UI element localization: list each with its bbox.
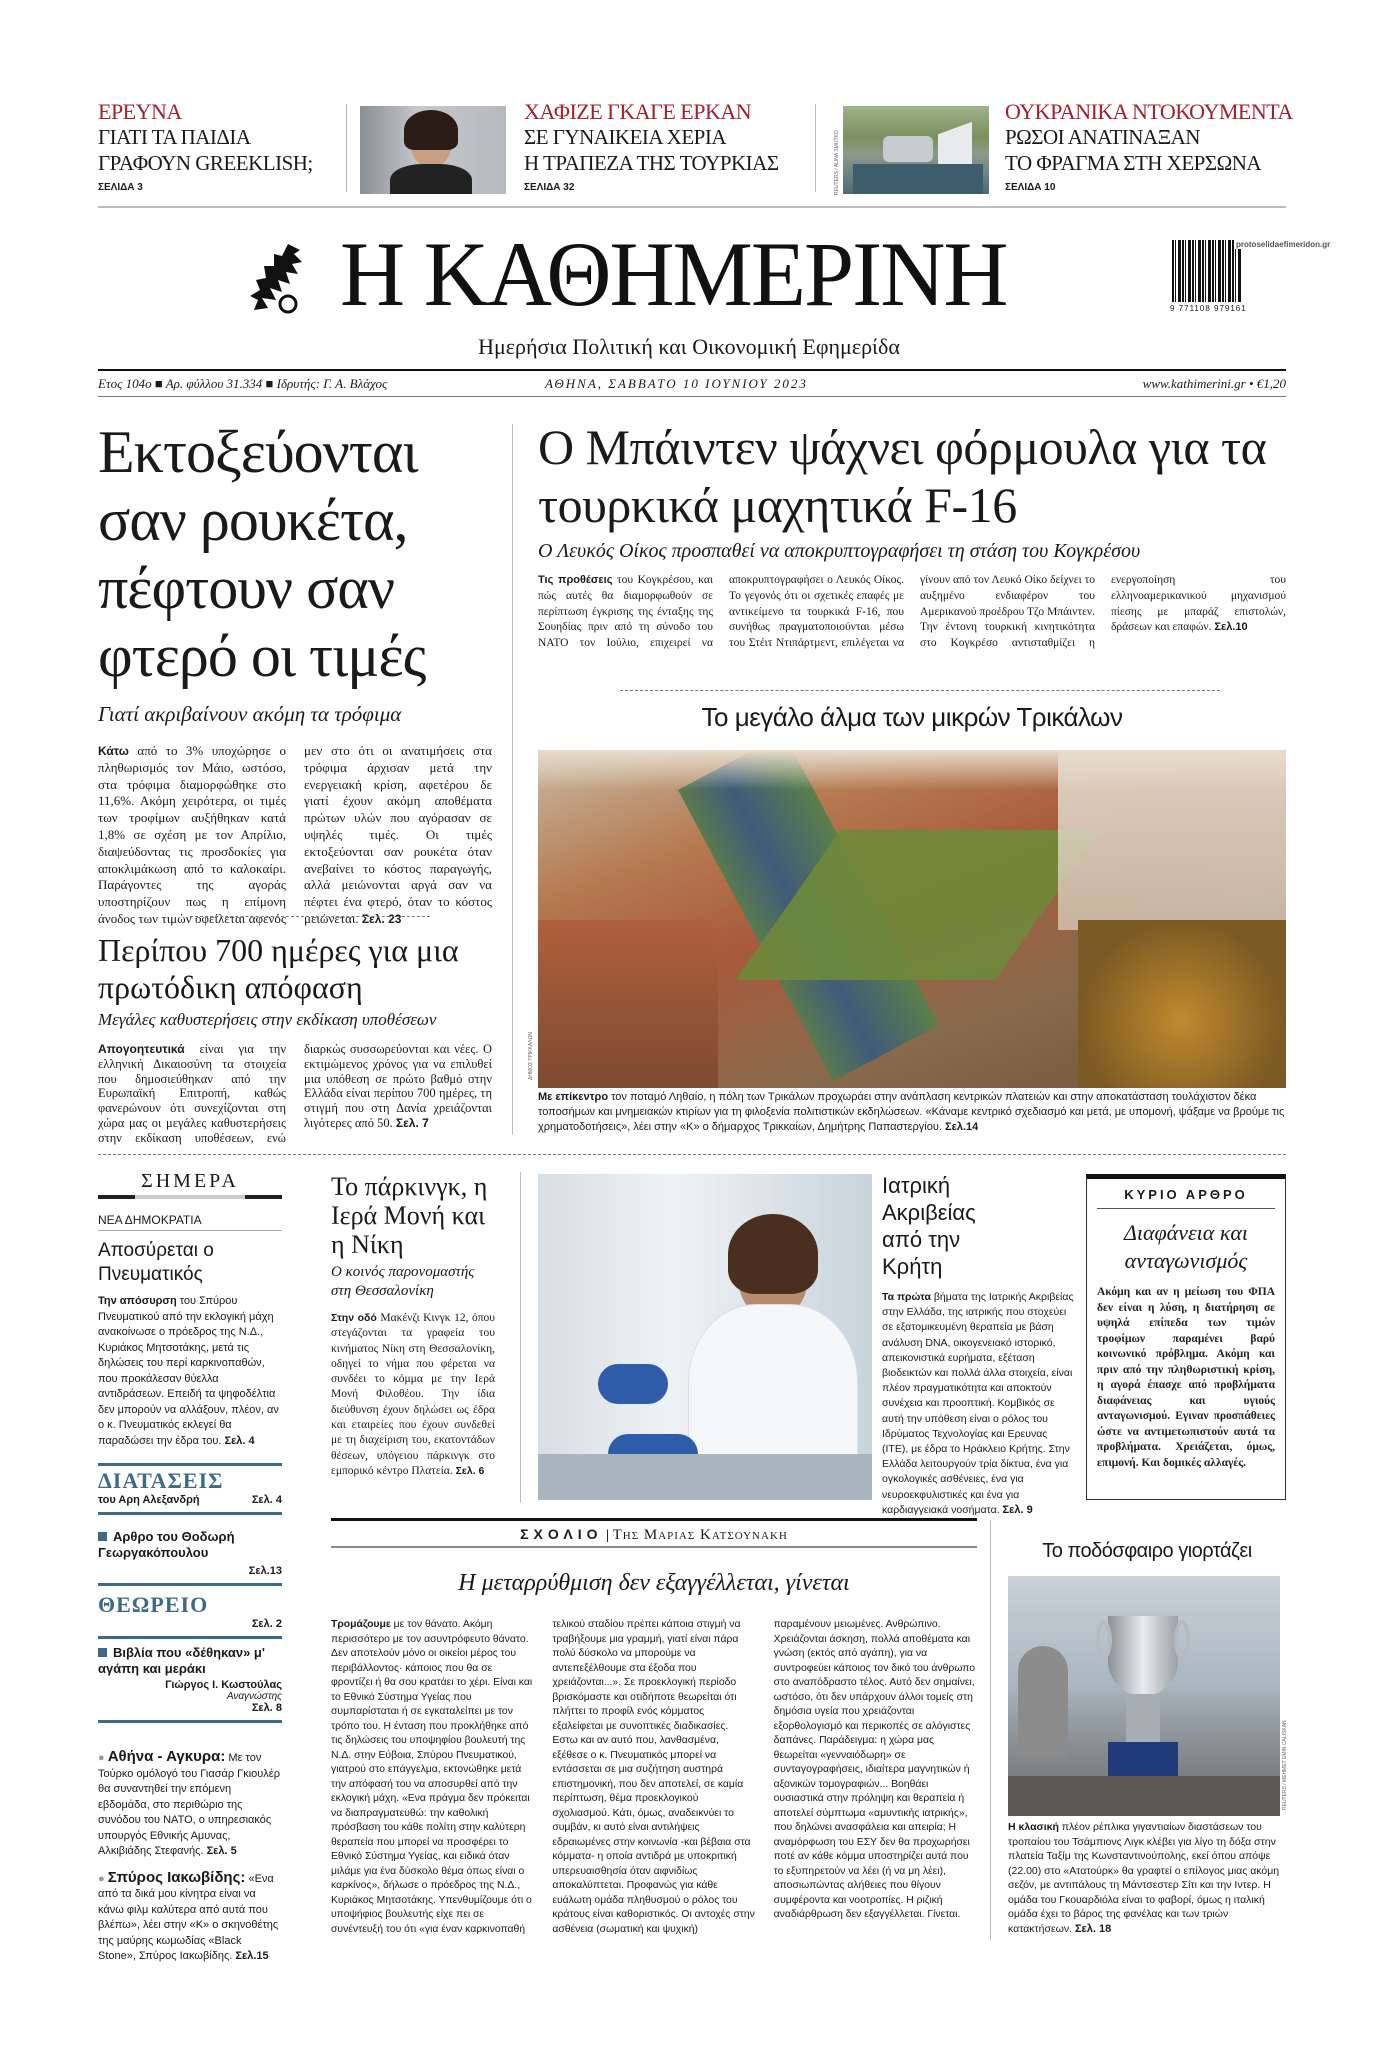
comment-label: ΣΧΟΛΙΟ	[520, 1526, 603, 1542]
photo-credit: REUTERS / ALINA SMUTKO	[834, 130, 840, 195]
comment-headline: Η μεταρρύθμιση δεν εξαγγέλλεται, γίνεται	[458, 1570, 850, 1596]
biden-article[interactable]	[538, 418, 1286, 652]
photo-credit: ΔΗΜΟΣ ΤΡΙΚΚΑΛΩΝ	[528, 1032, 534, 1080]
teaser-research[interactable]	[98, 100, 328, 193]
justice-body	[98, 1042, 492, 1146]
dam-flood-photo[interactable]	[843, 106, 989, 194]
masthead-title: Η ΚΑΘΗΜΕΡΙΝΗ	[340, 223, 1007, 325]
books-item[interactable]	[98, 1639, 282, 1723]
divider	[815, 104, 816, 192]
biden-headline: Ο Μπάιντεν ψάχνει φόρμουλα για τα τουρκικά μαχητικά F-16	[538, 419, 1267, 533]
section-label: ΝΕΑ ΔΗΜΟΚΡΑΤΙΑ	[98, 1213, 282, 1231]
trikala-headline: Το μεγάλο άλμα των μικρών Τρικάλων	[701, 702, 1123, 732]
author-role: Αναγνώστης	[226, 1691, 282, 1702]
teaser-kicker: ΟΥΚΡΑΝΙΚΑ ΝΤΟΚΟΥΜΕΝΤΑ	[1005, 99, 1293, 124]
page-ref[interactable]: Σελ. 9	[1002, 1503, 1033, 1516]
divider	[190, 916, 430, 917]
teaser-kherson-dam[interactable]	[1005, 100, 1295, 193]
column-title: ΔΙΑΤΑΣΕΙΣ	[98, 1468, 224, 1493]
today-body	[98, 1294, 282, 1449]
lead-in: Την απόσυρση	[98, 1295, 177, 1307]
teaser-page: ΣΕΛΙΔΑ 3	[98, 182, 143, 193]
justice-headline: Περίπου 700 ημέρες για μια πρωτόδικη απόφαση	[98, 932, 459, 1005]
brief-item[interactable]: ● Αθήνα - Αγκυρα: Με τον Τούρκο ομόλογό του Γιασάρ Γκιουλέρ θα συναντηθεί την επόμενη εβδομάδα, στο περιθώριο της συνόδου του ΝΑΤΟ, ο υπηρεσιακός υπουργός Εθνικής Αμυνας, Αλκιβιάδης Στεφανής. Σελ. 5	[98, 1748, 280, 1857]
divider	[98, 206, 1286, 208]
medicine-headline: Ιατρική Ακριβείας από την Κρήτη	[882, 1173, 976, 1279]
football-headline: Το ποδόσφαιρο γιορτάζει	[1042, 1540, 1252, 1562]
today-title: ΣΗΜΕΡΑ	[141, 1170, 239, 1192]
lead-body	[98, 743, 492, 928]
website-price: www.kathimerini.gr • €1,20	[1142, 376, 1286, 391]
divider	[98, 1154, 1286, 1155]
caption-text: πλέον ρέπλικα γιγαντιαίων διαστάσεων του τροπαίου του Τσάμπιονς Λιγκ κλέβει για λίγο τη δόξα στην πλατεία Ταξίμ της Κωνσταντινούπολης, εκεί όπου απόψε (22.00) στο «Ατατούρκ» θα γραφτεί ο επίλογος μιας ακόμη σεζόν, με αντιπάλους τη Μάντσεστερ Σίτι και την Ιντερ. Η ομάδα του Γκουαρδιόλα είναι το φαβορί, όμως η ιταλική ομάδα έχει το βάρος της φανέλας και των τριών κατακτήσεων.	[1008, 1821, 1280, 1935]
lead-in: Τα πρώτα	[882, 1291, 931, 1303]
column-title: ΘΕΩΡΕΙΟ	[98, 1592, 209, 1617]
brief-text: «Ενα από τα δικά μου κίνητρα είναι να κάνω φιλμ καλύτερα από αυτά που βλέπω», λέει στην «Κ» ο σκηνοθέτης της μαύρης κωμωδίας «Black Stone», Σπύρος Ιακωβίδης.	[98, 1872, 279, 1962]
trikala-caption	[538, 1090, 1286, 1135]
page-ref: Σελ.15	[235, 1950, 269, 1962]
teaser-line: ΓΙΑΤΙ ΤΑ ΠΑΙΔΙΑ	[98, 125, 251, 149]
diataseis-item[interactable]	[98, 1466, 282, 1515]
page-ref: Σελ.13	[248, 1565, 282, 1577]
divider	[346, 104, 347, 192]
column-author: του Αρη Αλεξανδρή	[98, 1494, 200, 1506]
barcode-site: protoselidaefimeridon.gr	[1236, 240, 1331, 249]
biden-body	[538, 573, 1286, 652]
issue-date: ΑΘΗΝΑ, ΣΑΒΒΑΤΟ 10 ΙΟΥΝΙΟΥ 2023	[545, 376, 808, 391]
medicine-article[interactable]	[882, 1172, 1076, 1518]
teaser-kicker: ΕΡΕΥΝΑ	[98, 99, 182, 124]
today-sidebar	[98, 1170, 282, 1965]
divider	[331, 1546, 977, 1548]
article-title: Αρθρο του Θοδωρή Γεωργακόπουλου	[98, 1529, 235, 1560]
lead-article[interactable]	[98, 418, 492, 928]
page-ref: Σελ. 4	[251, 1494, 282, 1506]
body-text: του Κογκρέσου, και πώς αυτές θα διαμορφωθούν σε περίπτωση έγκρισης της ένταξης της Σουηδίας πριν από τη σύνοδο του ΝΑΤΟ τον Ιούλιο, επιχειρεί να αποκρυπτογραφήσει ο Λευκός Οίκος. Το γεγονός ότι οι σχετικές επαφές με αντικείμενο τα τουρκικά F-16, που συνήθως πραγματοποιούνται μέσω του Στέιτ Ντιπάρτμεντ, επιλέγεται να γίνουν από τον Λευκό Οίκο δείχνει το αυξημένο ενδιαφέρον του Αμερικανού προέδρου Τζο Μπάιντεν. Την έντονη τουρκική κινητικότητα στο Κογκρέσο αντισταθμίζει η ενεργοποίηση του ελληνοαμερικανικού μηχανισμού πίεσης με μπαράζ επιστολών, δράσεων και επαφών.	[538, 574, 1286, 650]
editorial-box[interactable]	[1086, 1174, 1286, 1500]
brief-item[interactable]: ● Σπύρος Ιακωβίδης: «Ενα από τα δικά μου κίνητρα είναι να κάνω φιλμ καλύτερα από αυτά που βλέπω», λέει στην «Κ» ο σκηνοθέτης της μαύρης κωμωδίας «Black Stone», Σπύρος Ιακωβίδης. Σελ.15	[98, 1868, 279, 1962]
justice-subhead: Μεγάλες καθυστερήσεις στην εκδίκαση υποθέσεων	[98, 1010, 437, 1029]
lead-in: Τρομάζουμε	[331, 1619, 391, 1630]
body-text: Μακένζι Κινγκ 12, όπου στεγάζονται τα γραφεία του κινήματος Νίκη στη Θεσσαλονίκη, οδηγεί το νήμα που φέρεται να συνδέει το κόμμα με την Ιερά Μονή Φιλοθέου. Την ίδια διεύθυνση έχουν δηλώσει ως έδρα και εταιρείες που έχουν συνδεθεί με τη διαχείριση του, εκατοντάδων θέσεων, υπόγειου πάρκινγκ στο εμπορικό κέντρο Πλατεία.	[331, 1312, 495, 1477]
parking-headline: Το πάρκινγκ, η Ιερά Μονή και η Νίκη	[331, 1172, 488, 1259]
champions-trophy-photo[interactable]	[1008, 1576, 1280, 1816]
comment-label-row: ΣΧΟΛΙΟ | Της Μαριας Κατσουνακη	[520, 1526, 788, 1543]
lead-subhead: Γιατί ακριβαίνουν ακόμη τα τρόφιμα	[98, 702, 402, 726]
page-ref[interactable]: Σελ. 23	[361, 911, 402, 926]
article-author: Γιώργος Ι. Κωστούλας	[165, 1679, 282, 1691]
teaser-line: Η ΤΡΑΠΕΖΑ ΤΗΣ ΤΟΥΡΚΙΑΣ	[524, 151, 779, 175]
teaser-page: ΣΕΛΙΔΑ 10	[1005, 182, 1056, 193]
comment-author: Της Μαριας Κατσουνακη	[612, 1527, 788, 1543]
article-title: Βιβλία που «δέθηκαν» μ' αγάπη και μεράκι	[98, 1645, 265, 1676]
editorial-body: Ακόμη και αν η μείωση του ΦΠΑ δεν είναι η λύση, η διατήρηση σε υψηλά επίπεδα των τιμών τροφίμων παραμένει βαρύ κοινωνικό πρόβλημα. Ακόμη και πριν από την πληθωριστική κρίση, η αγορά έπασχε από προβλήματα διαφάνειας και υγιούς ανταγωνισμού. Εγιναν προσπάθειες ώστε να αντιμετωπιστούν αυτά τα προβλήματα. Χρειάζεται, όμως, επιμονή. Και δομικές αλλαγές.	[1097, 1286, 1275, 1469]
teaser-turkey-bank[interactable]	[524, 100, 814, 193]
article-item[interactable]	[98, 1515, 282, 1586]
trikala-aerial-photo[interactable]	[538, 750, 1286, 1088]
parking-article[interactable]	[331, 1172, 495, 1479]
page-ref: Σελ. 2	[251, 1618, 282, 1630]
lead-in: Με επίκεντρο	[538, 1091, 609, 1103]
page-ref: Σελ. 8	[251, 1702, 282, 1714]
biden-subhead: Ο Λευκός Οίκος προσπαθεί να αποκρυπτογραφήσει τη στάση του Κογκρέσου	[538, 540, 1141, 562]
body-text: βήματα της Ιατρικής Ακριβείας στην Ελλάδα, της ιατρικής που στοχεύει σε εξατομικευμένη θεραπεία με βάση ανάλυση DNA, οικογενειακό ιστορικό, απεικονιστικά ευρήματα, εξέταση βιοδεικτών και πολλά άλλα στοιχεία, είναι πλέον πραγματικότητα και αποκτούν συνέχεια και προοπτική. Κομβικός σε αυτή την υπόθεση είναι ο ρόλος του Ιδρύματος Τεχνολογίας και Ερευνας (ΙΤΕ), με έδρα το Ηράκλειο Κρήτης. Στην Ελλάδα λειτουργούν τρία δίκτυα, ένα για ογκολογικές ασθένειες, ένα για νευροεκφυλιστικές και ένα για καρδιαγγειακά νοσήματα.	[882, 1291, 1074, 1516]
page-ref[interactable]: Σελ. 18	[1074, 1922, 1112, 1935]
football-caption	[1008, 1820, 1286, 1936]
parking-subhead: Ο κοινός παρονομαστής στη Θεσσαλονίκη	[331, 1264, 475, 1299]
photo-credit: REUTERS / MEHMET EMIN CALISKAN	[1282, 1720, 1288, 1810]
brief-lead: Σπύρος Ιακωβίδης:	[107, 1868, 246, 1886]
lead-in: Απογοητευτικά	[98, 1042, 185, 1056]
lead-in: Η κλασική	[1008, 1821, 1059, 1833]
divider	[512, 424, 513, 1134]
parking-body	[331, 1311, 495, 1479]
barcode	[1172, 240, 1242, 302]
lead-headline: Εκτοξεύονται σαν ρουκέτα, πέφτουν σαν φτερό οι τιμές	[98, 419, 426, 689]
divider	[98, 369, 1286, 371]
portrait-photo[interactable]	[360, 106, 506, 194]
issue-info: Ετος 104ο ■ Αρ. φύλλου 31.334 ■ Ιδρυτής: Γ. Α. Βλάχος	[98, 376, 388, 391]
body-text: του Σπύρου Πνευματικού από την εκλογική μάχη ανακοίνωσε ο πρόεδρος της Ν.Δ., Κυριάκος Μητσοτάκης, μετά τις δηλώσεις του περί καρκινοπαθών, που προκάλεσαν θύελλα αντιδράσεων. Επειδή τα ψηφοδέλτια δεν μπορούν να αλλάξουν, πλέον, αν ο κ. Πνευματικός εκλεγεί θα παραδώσει την έδρα του.	[98, 1295, 279, 1447]
comment-body	[331, 1618, 977, 1938]
barcode-number: 9 771108 979161	[1170, 304, 1247, 313]
page-ref[interactable]: Σελ.14	[945, 1121, 979, 1133]
teaser-line: ΤΟ ΦΡΑΓΜΑ ΣΤΗ ΧΕΡΣΩΝΑ	[1005, 151, 1262, 175]
editorial-headline: Διαφάνεια και ανταγωνισμός	[1123, 1220, 1249, 1273]
lead-in: Τις προθέσεις	[538, 574, 613, 586]
divider	[520, 1172, 521, 1502]
lab-researcher-photo[interactable]	[538, 1174, 872, 1500]
divider	[331, 1518, 977, 1521]
justice-article[interactable]	[98, 932, 492, 1146]
teaser-line: ΓΡΑΦΟΥΝ GREEKLISH;	[98, 151, 313, 175]
page-ref[interactable]: Σελ. 6	[455, 1464, 485, 1477]
masthead-subtitle: Ημερήσια Πολιτική και Οικονομική Εφημερίδα	[478, 334, 900, 359]
teaser-kicker: ΧΑΦΙΖΕ ΓΚΑΓΕ ΕΡΚΑΝ	[524, 99, 752, 124]
caption-text: τον ποταμό Ληθαίο, η πόλη των Τρικάλων προχωράει στην ανάπλαση κεντρικών πλατειών και στην αποκατάσταση τουλάχιστον δέκα τοποσήμων και μνημειακών κτιρίων για τη φιλοξενία πολιτιστικών εκδηλώσεων. «Κάναμε κεντρικό σχεδιασμό και μετά, με υπομονή, ψάξαμε να βρούμε τις χρηματοδοτήσεις», λέει στην «Κ» ο δήμαρχος Τρικκαίων, Δημήτρης Παπαστεργίου.	[538, 1091, 1285, 1133]
lead-in: Κάτω	[98, 744, 129, 758]
divider	[990, 1520, 991, 1940]
teaser-line: ΣΕ ΓΥΝΑΙΚΕΙΑ ΧΕΡΙΑ	[524, 125, 727, 149]
brief-text: Με τον Τούρκο ομόλογό του Γιασάρ Γκιουλέρ θα συναντηθεί την επόμενη εβδομάδα, στο περιθώριο της συνόδου του ΝΑΤΟ, ο υπηρεσιακός υπουργός Εθνικής Αμυνας, Αλκιβιάδης Στεφανής.	[98, 1752, 280, 1857]
teaser-line: ΡΩΣΟΙ ΑΝΑΤΙΝΑΞΑΝ	[1005, 125, 1200, 149]
lead-in: Στην οδό	[331, 1312, 377, 1324]
teaser-page: ΣΕΛΙΔΑ 32	[524, 182, 575, 193]
page-ref: Σελ. 5	[206, 1845, 237, 1857]
divider	[98, 396, 1286, 397]
medicine-body	[882, 1290, 1076, 1518]
divider	[620, 690, 1220, 691]
theoreio-item[interactable]	[98, 1586, 282, 1639]
editorial-label: ΚΥΡΙΟ ΑΡΘΡΟ	[1097, 1187, 1275, 1209]
body-text: είναι για την ελληνική Δικαιοσύνη τα στοιχεία που δημοσιεύθηκαν από την Ευρωπαϊκή Επιτροπή, καθώς φανερώνουν ότι συνεχίζονται στη χώρα μας οι μεγάλες καθυστερήσεις στην εκδίκαση υποθέσεων, ενώ διαρκώς συσσωρεύονται και νέες. Ο εκτιμώμενος χρόνος για να επιλυθεί μια υπόθεση σε πρώτο βαθμό στην Ελλάδα είναι περίπου 700 ημέρες, τη στιγμή που στη Δανία χρειάζονται λιγότερες από 50.	[98, 1042, 492, 1145]
body-text: από το 3% υποχώρησε ο πληθωρισμός τον Μάιο, ωστόσο, στα τρόφιμα διαμορφώθηκε στο 11,6%. Ακόμη χειρότερα, οι τιμές των τροφίμων αυξήθηκαν κατά 1,8% σε σχέση με τον Απρίλιο, διαψεύδοντας τις προσδοκίες για αποκλιμάκωση από το καλοκαίρι. Παράγοντες της αγοράς υποστηρίζουν πως η επίμονη άνοδος των τιμών οφείλεται αφενός μεν στο ότι οι ανατιμήσεις στα τρόφιμα άρχισαν μετά την ενεργειακή κρίση, αφετέρου δε γιατί έχουν ακόμη αποθέματα πρώτων υλών που αγόρασαν σε υψηλές τιμές. Οι τιμές εκτοξεύονται σαν ρουκέτα όταν ανεβαίνει το κόστος παραγωγής, αλλά μειώνονται αργά σαν να πέφτει ένα φτερό, όταν το κόστος μειώνεται.	[98, 743, 492, 926]
page-ref[interactable]: Σελ. 7	[395, 1115, 429, 1130]
griffin-logo-icon	[248, 240, 318, 316]
today-headline[interactable]: Αποσύρεται ο Πνευματικός	[98, 1240, 214, 1285]
body-text: με τον θάνατο. Ακόμη περισσότερο με τον ασυντρόφευτο θάνατο. Δεν αποτελούν μόνο οι οικείοι μέρος του περιβάλλοντος· κάποιος που θα σε φροντίζει ή θα σου κρατάει το χέρι. Είναι και το Εθνικό Σύστημα Υγείας που συμπαρίσταται ή σε εγκαταλείπει με τον τρόπο του. Η ένταση που προκλήθηκε από τις δηλώσεις του υποψηφίου βουλευτή της Ν.Δ. στην Εύβοια, Σπύρου Πνευματικού, γιατρού στο επάγγελμα, εκτονώθηκε μετά την απόφασή του να αποσυρθεί από την εκλογική μάχη. «Ενα πράγμα δεν πρόκειται να διαπραγματευθώ: την καθολική πρόσβαση του κάθε πολίτη στην καλύτερη θεραπεία που μπορεί να προσφέρει το Εθνικό Σύστημα Υγείας, και ειδικά όταν μιλάμε για ένα δύσκολο θέμα όπως είναι ο καρκίνος», δήλωσε ο πρόεδρος της Ν.Δ., Κυριάκος Μητσοτάκης. Υπενθυμίζουμε ότι ο υποψήφιος βουλευτής είχε πει σε συνέντευξή του ότι «για έναν καρκινοπαθή τελικού σταδίου πρέπει κάποια στιγμή να τραβήξουμε μια γραμμή, γιατί είναι πάρα πολύ δύσκολο να μπορούμε να αντεπεξέλθουμε στα έξοδα που χρειάζονται...». Σε προεκλογική περίοδο βρισκόμαστε και οτιδήποτε θεωρείται ότι πλήττει το προφίλ ενός κόμματος εξαλείφεται με συνοπτικές διαδικασίες. Εστω και αν αυτό που, λανθασμένα, εξέθεσε ο κ. Πνευματικός μπορεί να εντάσσεται σε μια συζήτηση αυστηρά επιστημονική, που δεν αποτελεί, σε καμία περίπτωση, θέμα προεκλογικού σχολιασμού. Κάτι, όμως, αναδεικνύει το συμβάν, κι αυτό είναι αντιλήψεις εδραιωμένες στην κοινωνία -και βέβαια στα κόμματα- η οποία αντιδρά με υποκριτική υπερευαισθησία όταν αιφνιδίως αποκαλύπτεται. Προφανώς για κάθε ευάλωτη ομάδα πληθυσμού ο ρόλος του κράτους είναι καθοριστικός. Οι αντοχές στην ασθένεια (σωματική και ψυχική) παραμένουν μειωμένες. Ανθρώπινο. Χρειάζονται άσκηση, πολλά αποθέματα και γνώση (εκτός από αγάπη), για να συντροφεύει κάποιος τον δικό του άνθρωπο στο αναπόδραστο τέλος. Αυτό δεν σημαίνει, ωστόσο, ότι δεν υπάρχουν άλλοι τομείς στη δημόσια υγεία που χρειάζονται εξορθολογισμό και περικοπές σε αλόγιστες δαπάνες. Παράδειγμα: η χώρα μας θεωρείται «γενναιόδωρη» σε συνταγογραφήσεις, ιδιαίτερα μαγνητικών ή αξονικών τομογραφιών... Βοηθάει ουσιαστικά στην πρόληψη και θεραπεία ή αποτελεί σύμπτωμα «αμυντικής ιατρικής», που δηλώνει ανασφάλεια και απειρία; Η αναμόρφωση του ΕΣΥ δεν θα προχωρήσει ποτέ αν κάθε κόμμα υποστηρίζει αυτά που το εξυπηρετούν να λέει (ή να μη λέει), αποσιωπώντας αλήθειες που θίγουν συμφέροντα και νοοτροπίες. Η ριζική αναδιάρθρωση δεν εξαγγέλλεται. Γίνεται.	[331, 1619, 976, 1935]
brief-lead: Αθήνα - Αγκυρα:	[107, 1748, 226, 1765]
page-ref[interactable]: Σελ. 4	[224, 1434, 255, 1447]
page-ref[interactable]: Σελ.10	[1214, 621, 1248, 634]
